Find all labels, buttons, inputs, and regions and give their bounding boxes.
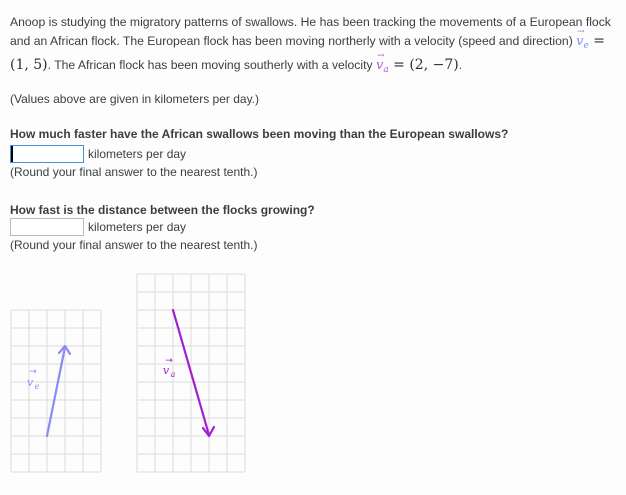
question-2-unit: kilometers per day [88, 220, 187, 234]
svg-text:→: → [165, 356, 173, 366]
question-1-unit: kilometers per day [88, 147, 187, 161]
european-vector-graph [10, 309, 103, 474]
question-2-answer-row [10, 217, 186, 237]
vector-a-value: = (2, −7) [388, 57, 459, 73]
vector-arrow-icon: → [577, 27, 585, 37]
vector-e-value: = (1, 5) [10, 33, 606, 73]
problem-text-1: Anoop is studying the migratory patterns of swallows. He has been tracking the movements of a European flock and an African flock. The European flock has been moving northerly with a velocity (speed and direction) [10, 15, 611, 48]
vector-e-label [27, 367, 40, 391]
problem-text-2: . The African flock has been moving southerly with a velocity [47, 58, 376, 72]
question-1-answer-input[interactable] [10, 145, 84, 163]
svg-text:→: → [29, 367, 37, 377]
vector-e-arrow [47, 346, 70, 436]
svg-text:v: v [26, 376, 34, 389]
question-1-hint: (Round your final answer to the nearest tenth.) [10, 165, 258, 179]
vector-e-symbol: → $v_e$ [576, 32, 589, 56]
african-vector-graph [136, 273, 247, 474]
svg-text:v: v [162, 364, 170, 377]
problem-statement: Anoop is studying the migratory patterns of swallows. He has been tracking the movements of a European flock and an African flock. The European flock has been moving northerly with a velocity (speed and direction) → $v_e = (1$, 5). The African flock has been moving southerly with a velocity → $v_a = (2$, −7). [10, 13, 620, 80]
svg-text:e: e [34, 382, 40, 391]
vector-a-label [163, 356, 176, 379]
question-2-hint: (Round your final answer to the nearest tenth.) [10, 238, 258, 252]
question-1-prompt: How much faster have the African swallows been moving than the European swallows? [10, 127, 509, 141]
vector-arrow-icon: → [376, 51, 385, 61]
units-note: (Values above are given in kilometers per day.) [10, 92, 260, 106]
question-1-answer-row [10, 144, 186, 164]
vector-a-symbol: → $v_a$ [376, 56, 389, 80]
question-2-prompt: How fast is the distance between the flocks growing? [10, 203, 315, 217]
vector-a-arrow [170, 310, 214, 436]
question-2-answer-input[interactable] [10, 218, 84, 236]
svg-text:a: a [170, 370, 176, 379]
